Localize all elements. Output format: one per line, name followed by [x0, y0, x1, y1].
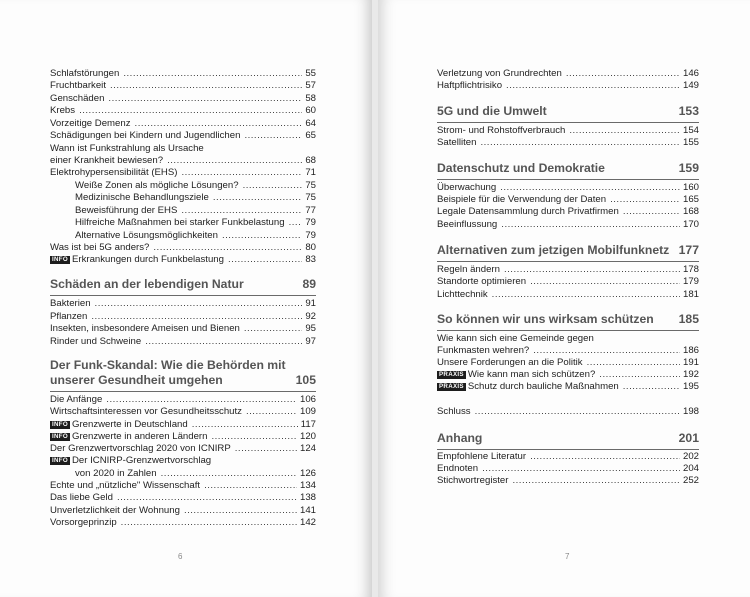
- toc-entry-title: Unverletzlichkeit der Wohnung: [50, 505, 180, 516]
- toc-entry-title: Beeinflussung: [437, 219, 498, 230]
- dot-leader: [145, 336, 302, 348]
- toc-entry[interactable]: [50, 431, 316, 443]
- toc-entry-title: Standorte optimieren: [437, 276, 527, 287]
- info-badge: INFO: [52, 421, 68, 428]
- info-badge: INFO: [52, 433, 68, 440]
- dot-leader: [117, 492, 297, 504]
- toc-entry-title: einer Krankheit bewiesen?: [50, 155, 164, 166]
- toc-entry-title: Schädigungen bei Kindern und Jugendlichen: [50, 130, 241, 141]
- toc-entry-page: 146: [682, 68, 699, 79]
- toc-entry[interactable]: [50, 323, 316, 335]
- toc-entry-page: 83: [305, 254, 316, 265]
- dot-leader: [167, 155, 302, 167]
- toc-entry-page: 178: [682, 264, 699, 275]
- toc-entry-page: 57: [305, 80, 316, 91]
- toc-entry-page: 64: [305, 118, 316, 129]
- dot-leader: [181, 167, 302, 179]
- toc-entry-title: Bakterien: [50, 298, 91, 309]
- section-title: 5G und die Umwelt: [437, 104, 547, 118]
- toc-entry-page: 191: [682, 357, 699, 368]
- toc-entry-page: 181: [682, 289, 699, 300]
- section-rule: [437, 449, 699, 450]
- toc-entry-title: Beispiele für die Verwendung der Daten: [437, 194, 607, 205]
- toc-entry[interactable]: [437, 333, 699, 345]
- toc-entry[interactable]: [437, 289, 699, 301]
- toc-entry[interactable]: [437, 381, 699, 393]
- section-page: 105: [295, 373, 316, 387]
- dot-leader: [246, 406, 297, 418]
- toc-entry[interactable]: [437, 80, 699, 92]
- dot-leader: [243, 180, 303, 192]
- toc-entry-page: 91: [305, 298, 316, 309]
- section-heading[interactable]: [437, 312, 699, 331]
- page-number: 6: [178, 552, 183, 561]
- toc-entry-title: [437, 369, 595, 381]
- toc-entry-title: Vorsorgeprinzip: [50, 517, 117, 528]
- toc-entry-page: 97: [305, 336, 316, 347]
- toc-entry[interactable]: [437, 264, 699, 276]
- toc-entry-page: 120: [299, 431, 316, 442]
- section-page: 177: [678, 243, 699, 257]
- toc-entry-page: 155: [682, 137, 699, 148]
- dot-leader: [211, 431, 297, 443]
- toc-entry-schluss[interactable]: [437, 406, 699, 418]
- toc-subentry[interactable]: [75, 205, 316, 217]
- dot-leader: [480, 137, 680, 149]
- toc-entry[interactable]: [50, 505, 316, 517]
- section-heading[interactable]: [437, 243, 699, 262]
- section-rule: [50, 391, 316, 392]
- toc-entry-title: Alternative Lösungsmöglichkeiten: [75, 230, 218, 241]
- toc-entry[interactable]: [50, 298, 316, 310]
- toc-entry[interactable]: [50, 311, 316, 323]
- toc-entry-title: Funkmasten wehren?: [437, 345, 530, 356]
- toc-entry-page: 95: [305, 323, 316, 334]
- dot-leader: [108, 93, 302, 105]
- toc-entry[interactable]: [50, 254, 316, 266]
- toc-entry-page: 154: [682, 125, 699, 136]
- dot-leader: [181, 205, 302, 217]
- toc-entry-title: Der Grenzwertvorschlag 2020 von ICNIRP: [50, 443, 231, 454]
- toc-entry-label: Schutz durch bauliche Maßnahmen: [467, 381, 619, 392]
- toc-entry[interactable]: [50, 406, 316, 418]
- toc-entry-title: Satelliten: [437, 137, 477, 148]
- dot-leader: [506, 80, 680, 92]
- toc-entry-page: 138: [299, 492, 316, 503]
- toc-entry-page: 202: [682, 451, 699, 462]
- section-heading[interactable]: [437, 431, 699, 450]
- toc-entry[interactable]: [50, 455, 316, 467]
- toc-entry[interactable]: [50, 419, 316, 431]
- toc-entry-page: 186: [682, 345, 699, 356]
- toc-entry-page: 106: [299, 394, 316, 405]
- toc-entry-title: [437, 381, 619, 393]
- info-badge: INFO: [52, 457, 68, 464]
- toc-entry[interactable]: [437, 125, 699, 137]
- praxis-badge: PRAXIS: [439, 371, 464, 378]
- toc-entry-title: Medizinische Behandlungsziele: [75, 192, 209, 203]
- section-page: 89: [302, 277, 316, 291]
- toc-entry-page: 58: [305, 93, 316, 104]
- toc-entry-page: 77: [305, 205, 316, 216]
- toc-entry-title: Schluss: [437, 406, 471, 417]
- toc-entry-page: 79: [305, 217, 316, 228]
- dot-leader: [213, 192, 302, 204]
- toc-entry-page: 252: [682, 475, 699, 486]
- toc-entry[interactable]: [50, 167, 316, 179]
- toc-entry[interactable]: [50, 517, 316, 529]
- dot-leader: [566, 68, 680, 80]
- toc-entry-page: 168: [682, 206, 699, 217]
- toc-entry-title: Endnoten: [437, 463, 479, 474]
- toc-entry-title: Strom- und Rohstoffverbrauch: [437, 125, 566, 136]
- toc-entry-title: Weiße Zonen als mögliche Lösungen?: [75, 180, 239, 191]
- toc-entry[interactable]: [50, 80, 316, 92]
- dot-leader: [192, 419, 298, 431]
- toc-entry-title: Pflanzen: [50, 311, 88, 322]
- toc-entry-page: 192: [682, 369, 699, 380]
- toc-entry-label: Grenzwerte in Deutschland: [71, 419, 188, 430]
- toc-entry-page: 198: [682, 406, 699, 417]
- dot-leader: [530, 276, 680, 288]
- toc-entry-page: 134: [299, 480, 316, 491]
- toc-subentry[interactable]: [75, 180, 316, 192]
- section-page: 201: [678, 431, 699, 445]
- dot-leader: [530, 451, 680, 463]
- toc-entry-title: Wann ist Funkstrahlung als Ursache: [50, 143, 204, 154]
- toc-entry-title: [50, 254, 224, 266]
- dot-leader: [161, 468, 297, 480]
- dot-leader: [106, 394, 297, 406]
- toc-entry-title: Wie kann sich eine Gemeinde gegen: [437, 333, 594, 344]
- section-rule: [437, 122, 699, 123]
- toc-entry-page: 141: [299, 505, 316, 516]
- toc-entry[interactable]: [50, 242, 316, 254]
- toc-entry-page: 165: [682, 194, 699, 205]
- section-rule: [437, 179, 699, 180]
- toc-entry-page: 170: [682, 219, 699, 230]
- toc-entry[interactable]: [50, 93, 316, 105]
- dot-leader: [492, 289, 680, 301]
- toc-entry[interactable]: [437, 357, 699, 369]
- toc-entry-title: Das liebe Geld: [50, 492, 113, 503]
- toc-entry-page: 92: [305, 311, 316, 322]
- toc-entry-title: Stichwortregister: [437, 475, 509, 486]
- toc-entry[interactable]: [437, 137, 699, 149]
- dot-leader: [500, 182, 680, 194]
- toc-entry-title: Insekten, insbesondere Ameisen und Bienen: [50, 323, 240, 334]
- dot-leader: [91, 311, 302, 323]
- section-heading[interactable]: [437, 161, 699, 180]
- dot-leader: [623, 381, 680, 393]
- dot-leader: [244, 130, 302, 142]
- toc-entry[interactable]: [437, 475, 699, 487]
- section-rule: [437, 330, 699, 331]
- toc-entry-label: Wie kann man sich schützen?: [467, 369, 596, 380]
- toc-entry-title: Überwachung: [437, 182, 497, 193]
- dot-leader: [623, 206, 680, 218]
- toc-entry-page: 79: [305, 230, 316, 241]
- toc-entry-title: Was ist bei 5G anders?: [50, 242, 150, 253]
- dot-leader: [95, 298, 303, 310]
- section-title: Alternativen zum jetzigen Mobilfunknetz: [437, 243, 670, 257]
- dot-leader: [79, 105, 302, 117]
- toc-entry-title: Elektrohypersensibilität (EHS): [50, 167, 178, 178]
- section-title: Datenschutz und Demokratie: [437, 161, 605, 175]
- dot-leader: [289, 217, 303, 229]
- dot-leader: [475, 406, 680, 418]
- toc-subentry[interactable]: [75, 230, 316, 242]
- toc-entry-title: Krebs: [50, 105, 76, 116]
- section-rule: [437, 261, 699, 262]
- toc-entry-title: Unsere Forderungen an die Politik: [437, 357, 583, 368]
- toc-entry[interactable]: [50, 336, 316, 348]
- toc-entry-title: Wirtschaftsinteressen vor Gesundheitsschutz: [50, 406, 242, 417]
- toc-entry-page: 126: [299, 468, 316, 479]
- section-heading[interactable]: [50, 358, 316, 392]
- toc-entry-title: Hilfreiche Maßnahmen bei starker Funkbelastung: [75, 217, 285, 228]
- section-page: 185: [678, 312, 699, 326]
- toc-entry[interactable]: [50, 492, 316, 504]
- toc-entry-title: Regeln ändern: [437, 264, 500, 275]
- praxis-badge: PRAXIS: [439, 383, 464, 390]
- toc-entry-title: [50, 455, 211, 467]
- right-page: [378, 0, 750, 597]
- dot-leader: [228, 254, 302, 266]
- dot-leader: [121, 517, 297, 529]
- section-page: 153: [678, 104, 699, 118]
- toc-entry-title: Echte und „nützliche" Wissenschaft: [50, 480, 201, 491]
- dot-leader: [569, 125, 680, 137]
- dot-leader: [504, 264, 680, 276]
- toc-entry-label: Erkrankungen durch Funkbelastung: [71, 254, 224, 265]
- toc-entry-title: Genschäden: [50, 93, 105, 104]
- dot-leader: [123, 68, 302, 80]
- toc-entry-title: von 2020 in Zahlen: [75, 468, 157, 479]
- dot-leader: [599, 369, 680, 381]
- toc-entry[interactable]: [50, 480, 316, 492]
- section-title-line2: unserer Gesundheit umgehen: [50, 373, 223, 387]
- section-title-line1: Der Funk-Skandal: Wie die Behörden mit: [50, 358, 286, 372]
- toc-entry-page: 68: [305, 155, 316, 166]
- toc-entry[interactable]: [437, 219, 699, 231]
- section-title: Anhang: [437, 431, 483, 445]
- dot-leader: [533, 345, 680, 357]
- dot-leader: [610, 194, 680, 206]
- left-page: [0, 0, 372, 597]
- dot-leader: [135, 118, 303, 130]
- toc-entry[interactable]: [437, 182, 699, 194]
- toc-entry-title: Empfohlene Literatur: [437, 451, 527, 462]
- toc-entry[interactable]: [437, 206, 699, 218]
- toc-subentry[interactable]: [75, 192, 316, 204]
- dot-leader: [110, 80, 302, 92]
- dot-leader: [204, 480, 297, 492]
- dot-leader: [587, 357, 680, 369]
- toc-entry[interactable]: [50, 130, 316, 142]
- toc-entry-page: 149: [682, 80, 699, 91]
- toc-entry-title: Die Anfänge: [50, 394, 103, 405]
- toc-entry-page: 179: [682, 276, 699, 287]
- toc-entry[interactable]: [50, 105, 316, 117]
- toc-entry-page: 117: [300, 419, 316, 430]
- section-page: 159: [678, 161, 699, 175]
- toc-entry-title: [50, 419, 188, 431]
- toc-entry-title: Rinder und Schweine: [50, 336, 142, 347]
- toc-entry[interactable]: [437, 369, 699, 381]
- dot-leader: [153, 242, 302, 254]
- section-title: Schäden an der lebendigen Natur: [50, 277, 244, 291]
- toc-entry-continuation[interactable]: [75, 468, 316, 480]
- toc-entry[interactable]: [437, 345, 699, 357]
- dot-leader: [235, 443, 297, 455]
- toc-entry[interactable]: [437, 451, 699, 463]
- toc-entry-title: Beweisführung der EHS: [75, 205, 178, 216]
- toc-entry[interactable]: [437, 463, 699, 475]
- toc-entry[interactable]: [50, 143, 316, 155]
- section-heading[interactable]: [437, 104, 699, 123]
- toc-entry[interactable]: [50, 394, 316, 406]
- dot-leader: [184, 505, 297, 517]
- toc-entry[interactable]: [437, 194, 699, 206]
- toc-entry-page: 65: [305, 130, 316, 141]
- toc-entry[interactable]: [437, 276, 699, 288]
- dot-leader: [512, 475, 680, 487]
- toc-entry-page: 109: [299, 406, 316, 417]
- toc-entry-page: 75: [305, 180, 316, 191]
- toc-entry-page: 55: [305, 68, 316, 79]
- toc-entry-page: 160: [682, 182, 699, 193]
- toc-entry-page: 60: [305, 105, 316, 116]
- toc-entry[interactable]: [50, 118, 316, 130]
- toc-entry-page: 195: [682, 381, 699, 392]
- section-heading[interactable]: [50, 277, 316, 296]
- dot-leader: [501, 219, 680, 231]
- toc-entry-page: 75: [305, 192, 316, 203]
- toc-entry-page: 204: [682, 463, 699, 474]
- toc-entry[interactable]: [50, 443, 316, 455]
- toc-entry-title: Vorzeitige Demenz: [50, 118, 131, 129]
- toc-entry-title: Fruchtbarkeit: [50, 80, 106, 91]
- toc-entry-page: 142: [299, 517, 316, 528]
- toc-entry[interactable]: [50, 155, 316, 167]
- dot-leader: [244, 323, 302, 335]
- section-title: So können wir uns wirksam schützen: [437, 312, 654, 326]
- toc-entry-page: 124: [299, 443, 316, 454]
- toc-entry-label: Grenzwerte in anderen Ländern: [71, 431, 208, 442]
- toc-entry-title: Lichttechnik: [437, 289, 488, 300]
- info-badge: INFO: [52, 256, 68, 263]
- section-rule: [50, 295, 316, 296]
- dot-leader: [482, 463, 680, 475]
- toc-entry-title: Haftpflichtrisiko: [437, 80, 503, 91]
- toc-entry-page: 71: [305, 167, 316, 178]
- toc-entry-title: Schlafstörungen: [50, 68, 120, 79]
- toc-entry-page: 80: [305, 242, 316, 253]
- toc-entry-label: Der ICNIRP-Grenzwertvorschlag: [71, 455, 212, 466]
- dot-leader: [222, 230, 302, 242]
- toc-entry-title: Legale Datensammlung durch Privatfirmen: [437, 206, 619, 217]
- toc-subentry[interactable]: [75, 217, 316, 229]
- page-number: 7: [565, 552, 570, 561]
- toc-entry[interactable]: [50, 68, 316, 80]
- toc-entry-title: Verletzung von Grundrechten: [437, 68, 562, 79]
- toc-entry-title: [50, 431, 207, 443]
- toc-entry[interactable]: [437, 68, 699, 80]
